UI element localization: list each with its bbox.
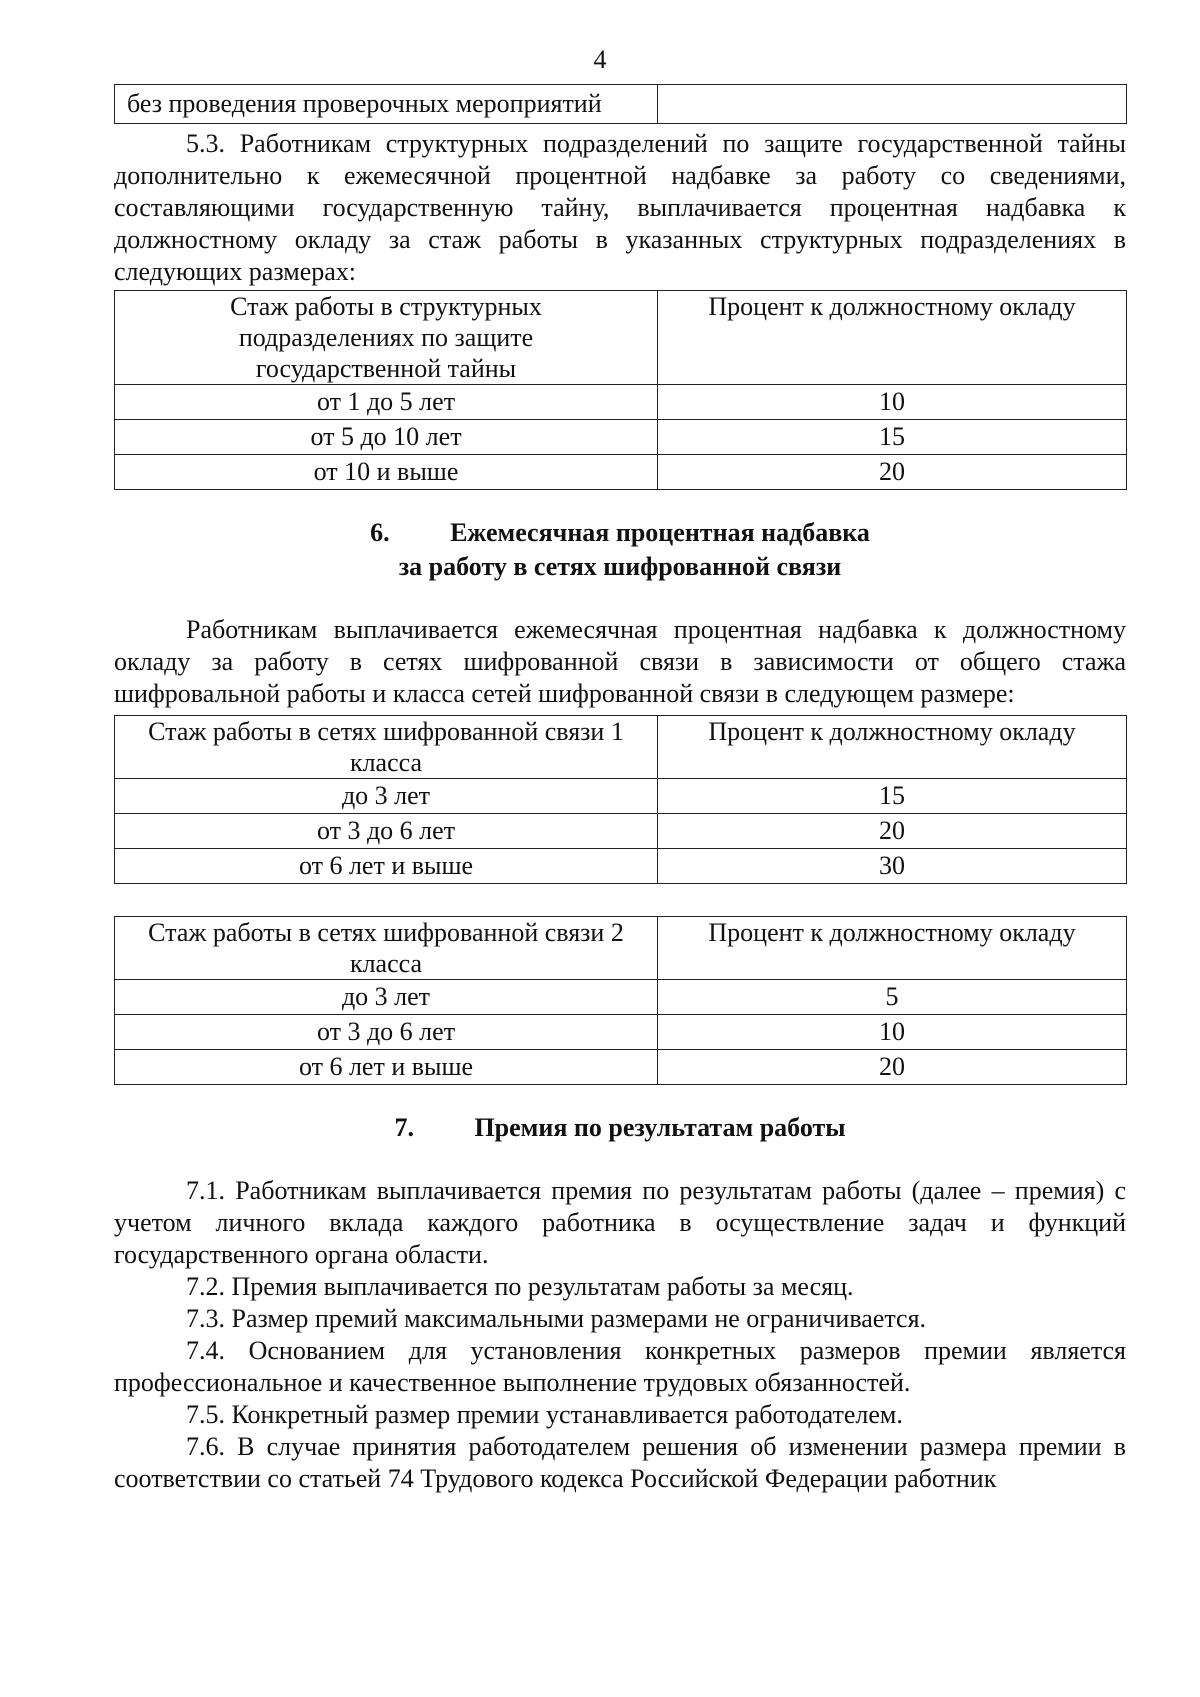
paragraph-7-6: 7.6. В случае принятия работодателем решения об изменении размера премии в соответствии со статьей 74 Трудового кодекса Российской Федерации работник (114, 1432, 1126, 1493)
section-6-heading (114, 516, 1126, 584)
table-header-cell: Процент к должностному окладу (658, 716, 1127, 779)
table-cell: до 3 лет (115, 779, 658, 814)
table-cell: от 1 до 5 лет (115, 385, 658, 420)
table-header-cell: Стаж работы в сетях шифрованной связи 1 класса (115, 716, 658, 779)
section-title: Ежемесячная процентная надбавка (450, 518, 870, 547)
table-header-cell: Процент к должностному окладу (658, 917, 1127, 980)
table-header-row (115, 917, 1127, 980)
table-cell: 20 (658, 1050, 1127, 1085)
document-body (114, 84, 1126, 1495)
table-header-cell: Стаж работы в сетях шифрованной связи 2 класса (115, 917, 658, 980)
table-cell: без проведения проверочных мероприятий (115, 85, 658, 124)
table-row (115, 85, 1127, 124)
table-cell: 20 (658, 455, 1127, 490)
table-row (115, 385, 1127, 420)
paragraph-6: Работникам выплачивается ежемесячная процентная надбавка к должностному окладу за работу в сетях шифрованной связи в зависимости от общего стажа шифровальной работы и класса сетей шифрованной связи в следующем размере: (114, 615, 1126, 708)
table-cell: от 10 и выше (115, 455, 658, 490)
table-cell: 10 (658, 385, 1127, 420)
table-header-cell: Процент к должностному окладу (658, 291, 1127, 385)
table-cell: до 3 лет (115, 980, 658, 1015)
table-row (115, 779, 1127, 814)
paragraph-7-4: 7.4. Основанием для установления конкретных размеров премии является профессиональное и качественное выполнение трудовых обязанностей. (114, 1336, 1126, 1397)
table-cell: 15 (658, 779, 1127, 814)
table-row (115, 849, 1127, 884)
paragraph-7-1: 7.1. Работникам выплачивается премия по результатам работы (далее – премия) с учетом личного вклада каждого работника в осуществление задач и функций государственного органа области. (114, 1176, 1126, 1269)
paragraph-5-3: 5.3. Работникам структурных подразделений по защите государственной тайны дополнительно к ежемесячной процентной надбавке за работу со сведениями, составляющими государственную тайну, выплачивается процентная надбавка к должностному окладу за стаж работы в указанных структурных подразделениях в следующих размерах: (114, 129, 1126, 286)
cipher-class2-table (114, 916, 1127, 1085)
paragraph-7-5: 7.5. Конкретный размер премии устанавливается работодателем. (186, 1400, 903, 1429)
page-number: 4 (593, 45, 607, 74)
table-cell: 15 (658, 420, 1127, 455)
paragraph-7-3: 7.3. Размер премий максимальными размерами не ограничивается. (186, 1304, 927, 1333)
table-cell: от 3 до 6 лет (115, 814, 658, 849)
secrecy-seniority-table (114, 290, 1127, 490)
table-header-row (115, 291, 1127, 385)
table-row (115, 980, 1127, 1015)
table-row (115, 1015, 1127, 1050)
table-cell: от 6 лет и выше (115, 849, 658, 884)
table-cell: от 6 лет и выше (115, 1050, 658, 1085)
section-number: 7. (394, 1113, 414, 1142)
table-cell: 30 (658, 849, 1127, 884)
table-cell: 20 (658, 814, 1127, 849)
paragraph-7-2: 7.2. Премия выплачивается по результатам работы за месяц. (186, 1272, 854, 1301)
table-row (115, 420, 1127, 455)
table-header-cell: Стаж работы в структурных подразделениях по защите государственной тайны (115, 291, 658, 385)
table-header-row (115, 716, 1127, 779)
table-row (115, 455, 1127, 490)
cipher-class1-table (114, 715, 1127, 884)
table-cell (658, 85, 1127, 124)
table-row (115, 1050, 1127, 1085)
table-cell: от 3 до 6 лет (115, 1015, 658, 1050)
table-row (115, 814, 1127, 849)
table-cell: 10 (658, 1015, 1127, 1050)
section-title: за работу в сетях шифрованной связи (398, 552, 842, 581)
table-cell: 5 (658, 980, 1127, 1015)
continuation-table (114, 84, 1127, 124)
section-7-heading (114, 1111, 1126, 1145)
table-cell: от 5 до 10 лет (115, 420, 658, 455)
section-title: Премия по результатам работы (474, 1113, 846, 1142)
section-number: 6. (370, 518, 390, 547)
